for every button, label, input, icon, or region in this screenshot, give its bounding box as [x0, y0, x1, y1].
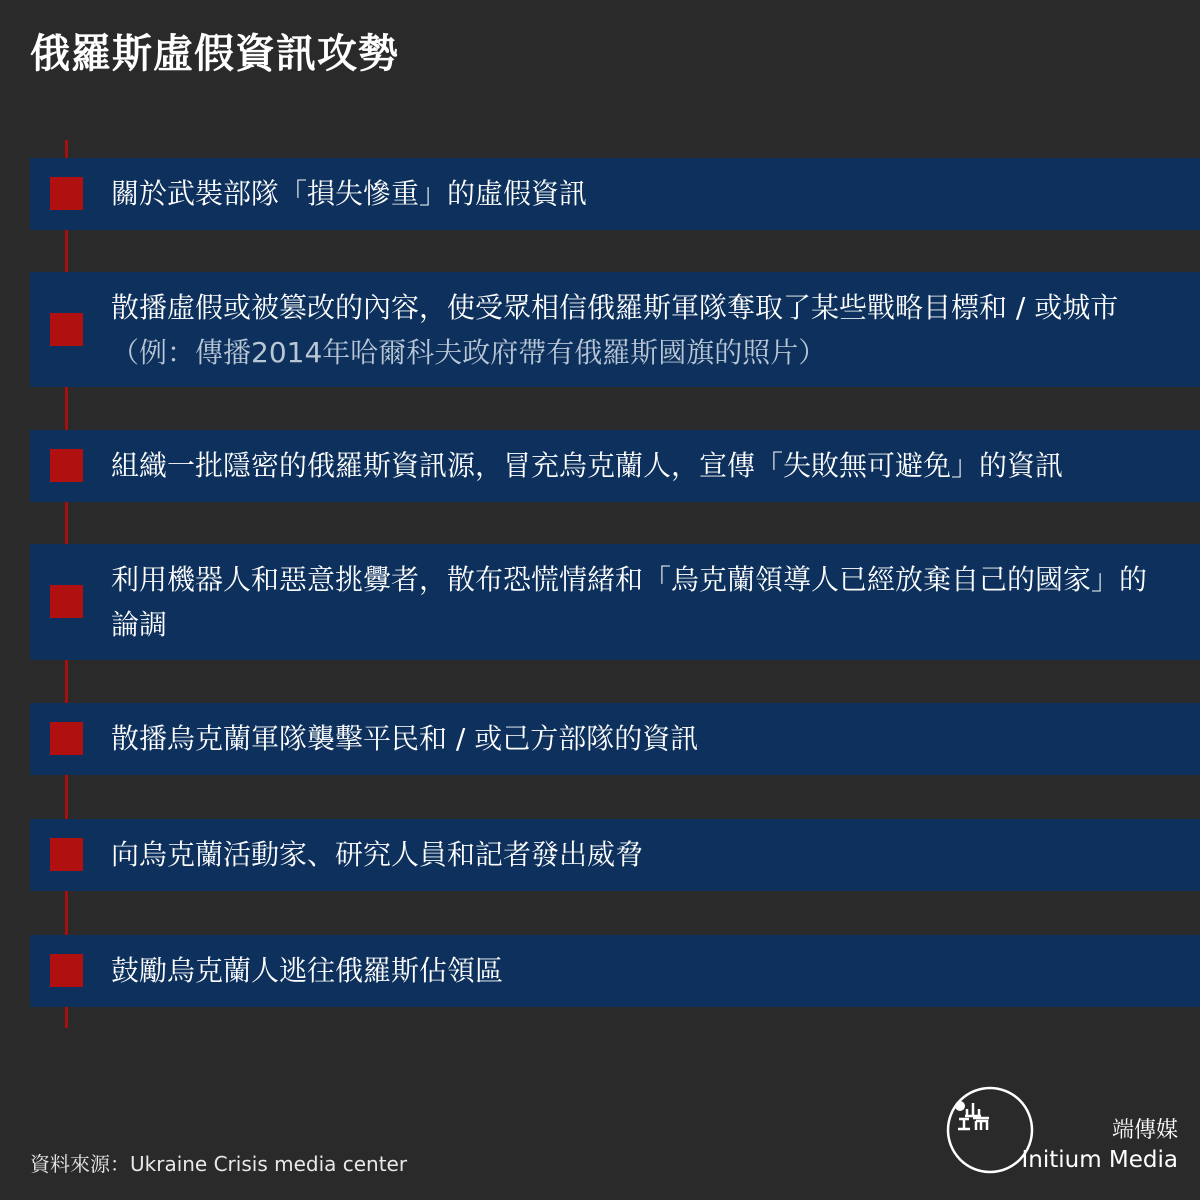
list-item-text [111, 285, 1170, 375]
list-item-7 [30, 935, 1200, 1007]
timeline-marker [50, 449, 83, 482]
item-main-text: 組織一批隱密的俄羅斯資訊源，冒充烏克蘭人，宣傳「失敗無可避免」的資訊 [111, 449, 1064, 482]
item-main-text: 利用機器人和惡意挑釁者，散布恐慌情緒和「烏克蘭領導人已經放棄自己的國家」的論調 [111, 563, 1148, 641]
item-main-text: 向烏克蘭活動家、研究人員和記者發出威脅 [111, 838, 644, 871]
item-main-text: 關於武裝部隊「損失慘重」的虛假資訊 [111, 177, 588, 210]
list-item-text [111, 557, 1170, 647]
list-item-text [111, 832, 1170, 877]
page-title: 俄羅斯虛假資訊攻勢 [30, 31, 399, 77]
timeline-marker [50, 585, 83, 618]
item-note-text: （例：傳播2014年哈爾科夫政府帶有俄羅斯國旗的照片） [111, 336, 827, 369]
item-main-text: 散播烏克蘭軍隊襲擊平民和 / 或己方部隊的資訊 [111, 722, 699, 755]
timeline-marker [50, 313, 83, 346]
item-main-text: 散播虛假或被篡改的內容，使受眾相信俄羅斯軍隊奪取了某些戰略目標和 / 或城市 [111, 291, 1119, 324]
brand-name-chinese: 端傳媒 [1111, 1118, 1178, 1143]
list-item-6 [30, 819, 1200, 891]
list-item-text [111, 171, 1170, 216]
list-item-3 [30, 430, 1200, 502]
timeline-marker [50, 838, 83, 871]
list-item-5 [30, 703, 1200, 775]
list-item-2 [30, 272, 1200, 387]
source-credit: 資料來源：Ukraine Crisis media center [30, 1152, 408, 1176]
list-item-text [111, 948, 1170, 993]
item-main-text: 鼓勵烏克蘭人逃往俄羅斯佔領區 [111, 954, 504, 987]
brand-name-english: Initium Media [1021, 1147, 1178, 1173]
timeline-marker [50, 954, 83, 987]
list-item-text [111, 716, 1170, 761]
list-item-text [111, 443, 1170, 488]
timeline-marker [50, 177, 83, 210]
timeline-marker [50, 722, 83, 755]
list-item-1 [30, 158, 1200, 230]
list-item-4 [30, 544, 1200, 660]
